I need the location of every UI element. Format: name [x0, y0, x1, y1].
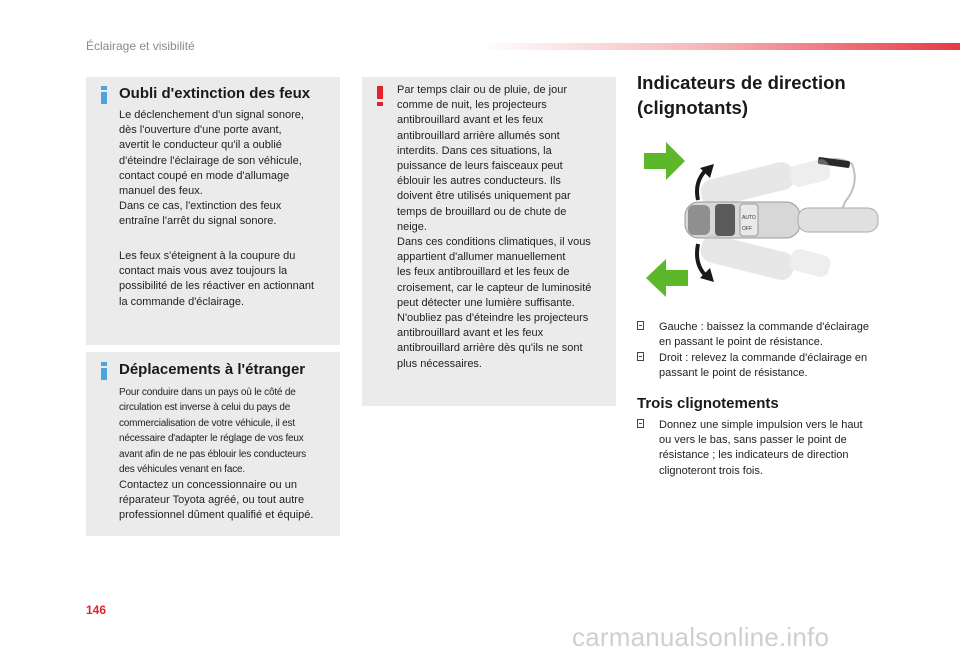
header-accent-bar	[480, 43, 960, 50]
bullet-marker-icon	[637, 321, 644, 330]
main-heading: Indicateurs de direction (clignotants)	[637, 72, 846, 118]
info-box-deplacements	[86, 352, 340, 536]
box-title: Déplacements à l'étranger	[119, 361, 306, 378]
stalk-label-auto: AUTO	[742, 215, 756, 221]
warning-icon	[377, 86, 383, 106]
bullet-marker-icon	[637, 352, 644, 361]
stalk-illustration	[640, 140, 890, 310]
list-item-text: Donnez une simple impulsion vers le haut ou vers le bas, sans passer le point de résistance ; les indicateurs de direction clignoteront trois fois.	[659, 419, 863, 477]
warning-box	[362, 77, 616, 406]
box-paragraph: Pour conduire dans un pays où le côté de circulation est inverse à celui du pays de commercialisation de votre véhicule, il est nécessaire d'adapter le réglage de vos feux avant afin de ne pas éblouir les conducteurs des véhicules venant en face.	[119, 387, 306, 476]
list-item	[637, 418, 897, 479]
right-column	[637, 70, 907, 120]
box-title: Oubli d'extinction des feux	[119, 85, 311, 102]
green-arrow-right-icon	[644, 142, 685, 180]
info-box-oubli	[86, 77, 340, 345]
sub-heading: Trois clignotements	[637, 395, 779, 412]
warning-text: Par temps clair ou de pluie, de jour comme de nuit, les projecteurs antibrouillard avant et les feux antibrouillard arrière allumés sont interdits. Dans ces situations, la puissance de leurs faisceaux peut éblouir les autres conducteurs. Ils doivent être utilisés uniquement par temps de brouillard ou de chute de neige. Dans ces conditions climatiques, il vous appartient d'allumer manuellement les feux antibrouillard et les feux de croisement, car le capteur de luminosité peut détecter une lumière suffisante. N'oubliez pas d'éteindre les projecteurs antibrouillard avant et les feux antibrouillard arrière dès qu'ils ne sont plus nécessaires.	[397, 84, 592, 370]
stalk-main-position	[685, 202, 878, 238]
page-number: 146	[86, 603, 107, 617]
box-paragraph: Contactez un concessionnaire ou un réparateur Toyota agréé, ou tout autre professionnel dûment qualifié et équipé.	[119, 479, 314, 522]
list-item	[637, 351, 897, 381]
info-icon	[101, 86, 107, 104]
box-paragraph: Le déclenchement d'un signal sonore, dès l'ouverture d'une porte avant, avertit le conducteur qu'il a oublié d'éteindre l'éclairage de son véhicule, contact coupé en mode d'allumage manuel des feux. Dans ce cas, l'extinction des feux entraîne l'arrêt du signal sonore.	[119, 109, 304, 228]
green-arrow-left-icon	[646, 259, 688, 297]
box-paragraph: Les feux s'éteignent à la coupure du contact mais vous avez toujours la possibilité de les réactiver en actionnant la commande d'éclairage.	[119, 250, 315, 308]
stalk-label-off: OFF	[742, 226, 752, 232]
section-title: Éclairage et visibilité	[86, 39, 195, 53]
info-icon	[101, 362, 107, 380]
bullet-marker-icon	[637, 419, 644, 428]
list-item	[637, 320, 897, 350]
watermark: carmanualsonline.info	[572, 622, 830, 649]
list-item-text: Droit : relevez la commande d'éclairage en passant le point de résistance.	[659, 352, 868, 380]
stalk-down-position	[698, 232, 832, 282]
list-item-text: Gauche : baissez la commande d'éclairage en passant le point de résistance.	[659, 321, 869, 349]
